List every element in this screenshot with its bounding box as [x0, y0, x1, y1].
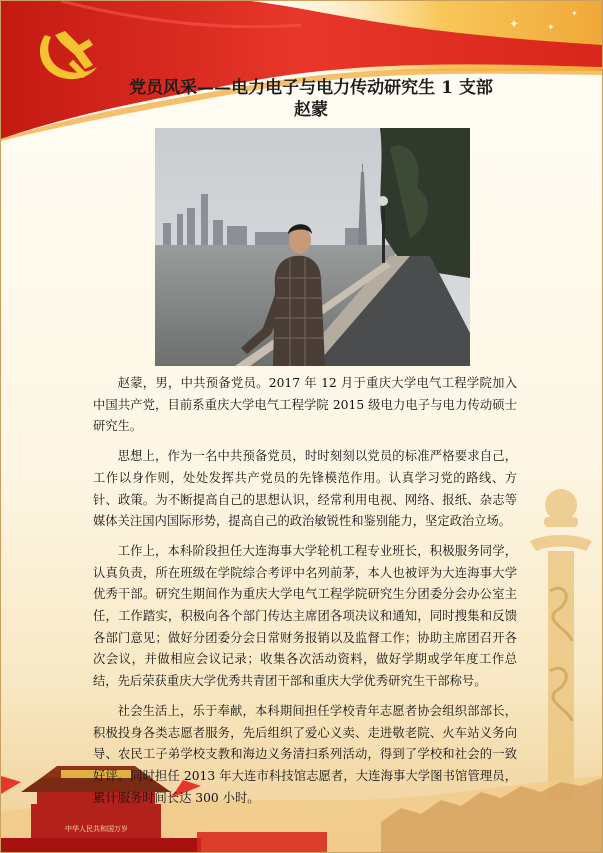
sparkle-icon: ✦	[547, 23, 555, 33]
gate-sign-text: 中华人民共和国万岁	[65, 825, 128, 833]
sparkle-icon: ✦	[509, 17, 520, 31]
paragraph: 思想上，作为一名中共预备党员，时时刻刻以党员的标准严格要求自己，工作以身作则，处处发挥共产党员的先锋模范作用。认真学习党的路线、方针、政策。为不断提高自己的思想认识，经常利用电视、网络、报纸、杂志等媒体关注国内国际形势，提高自己的政治敏锐性和鉴别能力，坚定政治立场。	[93, 449, 517, 529]
title-line: 党员风采——电力电子与电力传动研究生 1 支部	[129, 78, 493, 98]
paragraph: 工作上，本科阶段担任大连海事大学轮机工程专业班长，积极服务同学，认真负责，所在班级在学院综合考评中名列前茅，本人也被评为大连海事大学优秀干部。研究生期间作为重庆大学电气工程学院研究生分团委分会办公室主任，工作踏实，积极向各个部门传达主席团各项决议和通知，同时搜集和反馈各部门意见；做好分团委分会日常财务报销以及监督工作；协助主席团召开各次会议，并做相应会议记录；收集各次活动资料，做好学期或学年度工作总结，先后荣获重庆大学优秀共青团干部和重庆大学优秀研究生干部称号。	[93, 543, 517, 689]
paragraph: 社会生活上，乐于奉献，本科期间担任学校青年志愿者协会组织部部长，积极投身各类志愿者服务，先后组织了爱心义卖、走进敬老院、火车站义务向导、农民工子弟学校支教和海边义务清扫系列活动，得到了学校和社会的一致好评。同时担任 2013 年大连市科技馆志愿者，大连海事大学图书馆管理员，累计服务时间长达 300 小时。	[93, 703, 517, 805]
member-photo	[155, 128, 470, 366]
document-body	[93, 373, 517, 817]
sparkle-icon: ✦	[571, 9, 578, 18]
member-name: 赵蒙	[294, 100, 328, 120]
document-title	[91, 77, 531, 121]
paragraph: 赵蒙，男，中共预备党员。2017 年 12 月于重庆大学电气工程学院加入中国共产党，目前系重庆大学电气工程学院 2015 级电力电子与电力传动硕士研究生。	[93, 376, 517, 434]
